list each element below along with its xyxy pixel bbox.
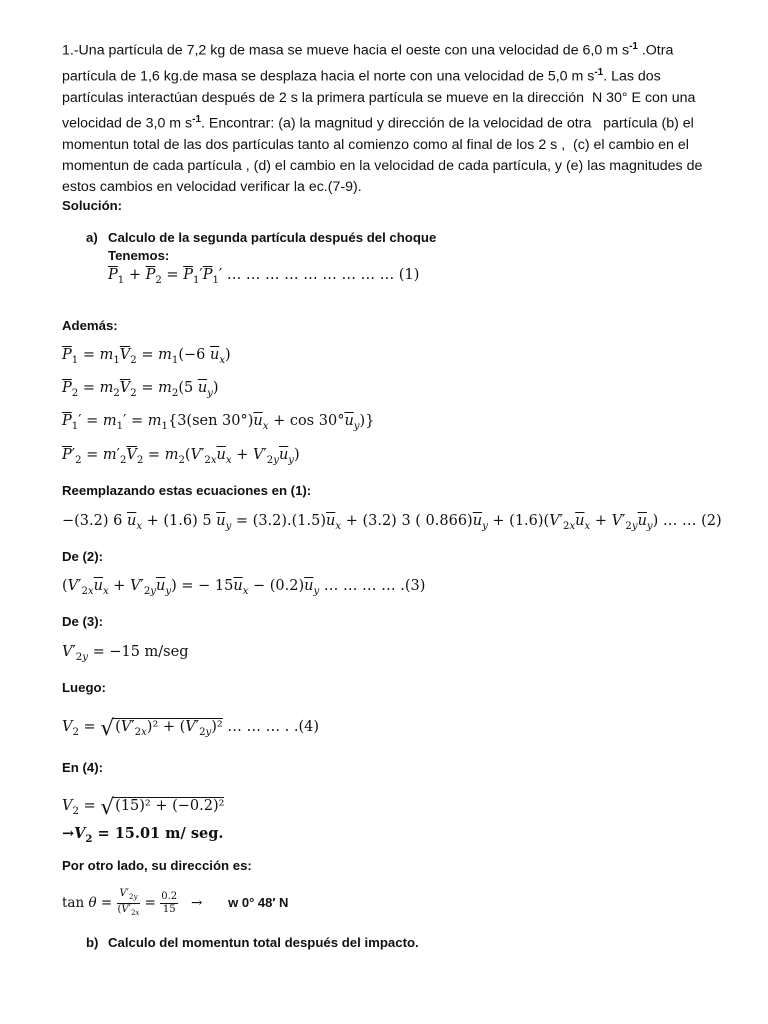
tan-num: 0.2: [161, 891, 178, 902]
problem-statement: [62, 36, 712, 199]
reemplazando-label: Reemplazando estas ecuaciones en (1):: [62, 483, 312, 498]
equation-v2-values: $V_2 = √(15)^2 + (-0.2)^2$: [62, 795, 225, 820]
luego-label: Luego:: [62, 680, 106, 695]
item-a-marker: a): [86, 230, 98, 245]
exponent: -1: [594, 66, 604, 78]
eq4-dots: … … … . .(4): [227, 719, 320, 735]
arrow-right-icon: →: [62, 825, 75, 842]
v2-result: 15.01 m/ seg.: [114, 825, 224, 842]
equation-v2y: $V'_{2y} = -15$ m/seg: [62, 644, 189, 663]
equation-p1-prime: $\overline{P}_1' = m_1' = m_1\{3(sen$ $30^\circ)\overline{u}_x + \cos 30^\circ\overline{u}_y$)}: [62, 413, 375, 432]
ademas-label: Además:: [62, 318, 118, 333]
v2-values: (15)² + (−0.2)²: [115, 798, 225, 814]
eq1-dots: … … … … … … … … … (1): [226, 267, 420, 283]
problem-part-1: 1.-Una partícula de 7,2 kg de masa se mueve hacia el oeste con una velocidad de 6,0 m s: [62, 42, 630, 59]
p2-rhs: (5: [178, 380, 198, 396]
p1p-mid: {3(sen 30°): [167, 413, 254, 429]
item-b-title: Calculo del momentun total después del impacto.: [108, 935, 419, 950]
por-otro-lado-label: Por otro lado, su dirección es:: [62, 858, 252, 873]
item-b-marker: b): [86, 935, 99, 950]
en4-label: En (4):: [62, 760, 104, 775]
eq2-dots: … … (2): [662, 513, 722, 529]
eq3-dots: … … … … .(3): [323, 578, 426, 594]
direction-result: w 0° 48′ N: [228, 895, 289, 910]
tan-fraction-values: [160, 891, 178, 916]
de2-label: De (2):: [62, 549, 104, 564]
arrow-right-icon: →: [191, 895, 203, 911]
problem-part-3: . Las dos partículas interactúan después de 2 s la primera partícula se mueve en la dirección N 30° E con una velocidad de 3,0 m s: [62, 68, 696, 132]
tan-den: 15: [162, 904, 176, 915]
exponent: -1: [629, 41, 638, 52]
equation-2: −(3.2) 6 $\overline{u}_x + (1.6)$ 5 $\overline{u}_y = (3.2).(1.5)\overline{u}_x + (3.2)$ 3 ( $0.866)\overline{u}_y + (1.6)(V'_{2x}\overline{u}_x + V'_{2y}\overline{u}_y)$ … … (2): [62, 513, 722, 532]
item-a-title: Calculo de la segunda partícula después del choque: [108, 230, 437, 245]
de3-label: De (3):: [62, 614, 104, 629]
problem-part-2: .Otra partícula de 1,6 kg.de masa se desplaza hacia el norte con una velocidad de 5,0 m s: [62, 42, 674, 85]
p1-rhs: (−6: [178, 347, 210, 363]
equation-p2-prime: $\overline{P}'_2 = m'_2\overline{V}_2 = m_2(V'_{2x}\overline{u}_x + V'_{2y}\overline{u}_y)$: [62, 447, 300, 466]
equation-4: $V_2 = √(V'_{2x})^2 + (V'_{2y})^2$ … … … . .(4): [62, 716, 320, 741]
equation-3: $(V'_{2x}\overline{u}_x + V'_{2y}\overline{u}_y)$ = − $15\overline{u}_x - (0.2)\overline{u}_y$ … … … … .(3): [62, 578, 426, 597]
tan-fraction-symbolic: $\frac{V'_{2y}}{(V'_{2x}}$: [117, 888, 140, 917]
solution-heading: Solución:: [62, 198, 123, 213]
v2y-result: = −15 m/seg: [92, 644, 189, 660]
equation-v2-result: $\to V_2 = 15.01$ m/ seg.: [62, 825, 224, 845]
problem-part-4: . Encontrar: (a) la magnitud y dirección de la velocidad de otra partícula (b) el momentun total de las dos partículas tanto al comienzo como al final de los 2 s , (c) el cambio en el momentun de cada partícula , (d) el cambio en la velocidad de cada partícula, y (e) las magnitudes de estos cambios en velocidad verificar la ec.(7-9).: [62, 115, 703, 196]
tenemos-label: Tenemos:: [108, 248, 170, 263]
p1p-cos: + cos 30°: [268, 413, 345, 429]
equation-p1: $\overline{P}_1 = m_1\overline{V}_2 = m_1(-6$ $\overline{u}_x$): [62, 347, 231, 366]
equation-tan: tan θ = $\frac{V'_{2y}}{(V'_{2x}}$ = $\frac{0.2}{15}$ → w 0° 48′ N: [62, 888, 289, 917]
eq2-text: −(3.2) 6: [62, 513, 123, 529]
exponent: -1: [192, 114, 201, 126]
equation-p2: $\overline{P}_2 = m_2\overline{V}_2 = m_2(5$ $\overline{u}_y$): [62, 380, 219, 399]
equation-1: $\overline{P}_1 + \overline{P}_2 = \overline{P}_1'\overline{P}_1'$ … … … … … … … … … (1): [108, 267, 420, 286]
